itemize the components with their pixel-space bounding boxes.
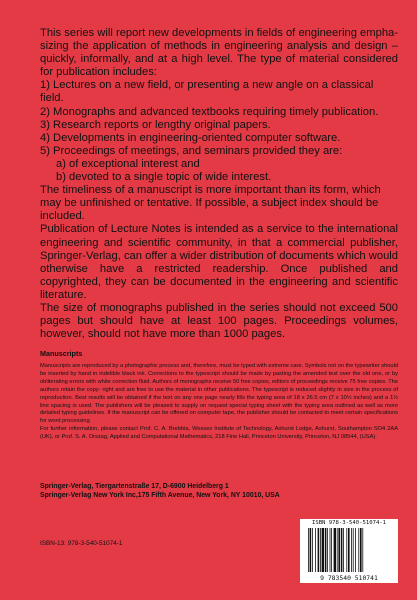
manuscripts-body: Manuscripts are reproduced by a photographic process and, therefore, must be typed with extreme care. Symbols not on the typewriter should be inserted by hand in indelible black ink. Corrections to the typescript should be made by pasting the amended text over the old one, or by obliterating errors with white correction fluid. Authors of monographs receive 50 free copies, editors of proceedings receive 75 free copies. The authors retain the copy- right and are free to use the material in other publications. The typescript is reduced slightly in size in the process of reproduction. Best results will be obtained if the text on any one page nearly fills the typing area of 18 x 26.5 cm (7 x 10½ inches) and a 1½ line spacing is used. The publishers will be pleased to supply on request special typing sheet with the typing area outlined as well as more detailed typing guidelines. If the manuscript can be offered on computer tape, the publisher should be contacted to meet certain specifications for word processing. [40,363,398,425]
manuscripts-heading: Manuscripts [40,349,83,358]
barcode-bar [351,528,352,572]
barcode-bar [327,528,328,572]
barcode-bar [312,528,313,572]
address-new-york: Springer-Verlag New York Inc,175 Fifth Avenue, New York, NY 10010, USA [40,491,280,499]
barcode-bar [334,528,336,572]
series-description [40,27,398,341]
manuscripts-contact: For further information, please contact Prof. C. A. Brebbia, Wessex Institute of Technology, Ashurst Lodge, Ashurst, Southampton SO4 2AA (UK), or Prof. S. A. Orszag, Applied and Computational Mathematics, 218 Fine Hall, Princeton University, Princeton, NJ 08544, (USA). [40,426,398,441]
barcode-bars [308,528,390,572]
barcode-isbn-text: ISBN 978-3-540-51074-1 [311,520,387,526]
barcode-bar [318,528,320,572]
barcode-bar [360,528,362,572]
barcode-bar [358,528,359,572]
barcode-bar [337,528,338,572]
sub-list-item: a) of exceptional interest and [56,157,200,170]
manuscripts-section [40,363,398,442]
barcode-bar [315,528,316,572]
sub-list-item: b) devoted to a single topic of wide interest. [56,171,272,184]
barcode-bar [343,528,344,572]
barcode-bar [346,528,347,572]
size-paragraph: The size of monographs published in the series should not exceed 500 pages but should have at least 100 pages. Proceedings volumes, however, should not have more than 1000 pages. [40,301,398,341]
list-item: 4) Developments in engineering-oriented computer software. [40,131,341,144]
barcode-bar [322,528,324,572]
barcode-bar [310,528,312,572]
barcode [300,519,398,583]
intro-paragraph: This series will report new developments in fields of engineering empha- sizing the application of methods in engineering analysis and design – quickly, informally, and at a high level. The type of material considered for publication includes: [40,27,398,79]
barcode-bar [330,528,331,572]
address-heidelberg: Springer-Verlag, Tiergartenstraße 17, D-6900 Heidelberg 1 [40,483,229,490]
barcode-bar [341,528,343,572]
publisher-addresses [40,483,280,501]
barcode-bar [320,528,321,572]
barcode-bar [348,528,350,572]
barcode-bar [353,528,354,572]
timeliness-paragraph: The timeliness of a manuscript is more important than its form, which may be unfinished or tentative. If possible, a subject index should be included. [40,184,381,223]
barcode-bar [355,528,356,572]
publication-paragraph: Publication of Lecture Notes is intended as a service to the international engineering and scientific community, in that a commercial publisher, Springer-Verlag, can offer a wider distribution of documents which would otherwise have a restricted readership. Once published and copyrighted, they can be documented in the engineering and scientific literature. [40,223,398,301]
barcode-bar [308,528,309,572]
barcode-number: 9 783540 510741 [320,574,378,582]
list-item: 5) Proceedings of meetings, and seminars provided they are: [40,144,343,157]
barcode-bar [338,528,340,572]
isbn-label: ISBN-13: 978-3-540-51074-1 [40,540,123,547]
list-item: 1) Lectures on a new field, or presenting a new angle on a classical field. [40,79,374,105]
list-item: 2) Monographs and advanced textbooks requiring timely publication. [40,105,379,118]
barcode-bar [331,528,332,572]
barcode-bar [325,528,327,572]
list-item: 3) Research reports or lengthy original papers. [40,118,271,131]
barcode-bar [362,528,363,572]
